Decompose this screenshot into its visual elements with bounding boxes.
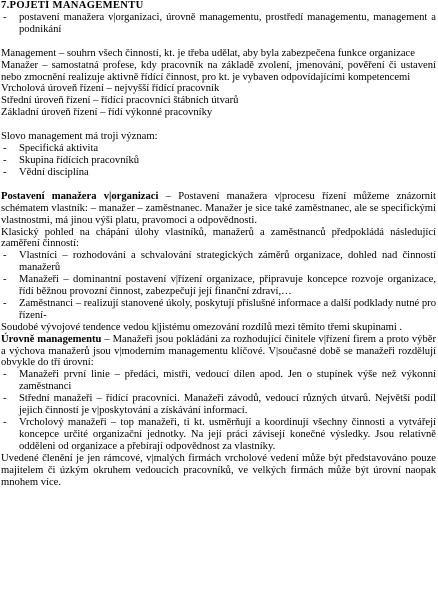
page-title: 7.POJETÍ MANAGEMENTU	[1, 0, 144, 11]
level-item-first-line: - Manažeři první linie – předáci, mistři, vedoucí dílen apod. Jen o stupínek výše než výkonní zaměstnanci	[1, 369, 436, 393]
spacer	[1, 119, 436, 131]
closing-paragraph: Uvedené členění je jen rámcové, v|malých firmách vrcholové vedení může být představováno pouze majitelem či úzkým okruhem vedoucích pracovníků, ve velkých firmách může být úrovní naopak mnohem více.	[1, 452, 436, 488]
level-middle: Střední úroveň řízení – řídící pracovníci štábních útvarů	[1, 95, 239, 107]
classic-intro: Klasický pohled na chápání úlohy vlastníků, manažerů a zaměstnanců předpokládá následující zaměření činností:	[1, 226, 436, 250]
levels-text: – Manažeři jsou pokládáni za rozhodující činitele v|řízení firem a proto výběr a výchova manažerů jsou v|moderním managementu klíčové. V|současné době se manažeři rozdělují obvykle do tří úrovní:	[1, 333, 436, 369]
meanings-list	[1, 143, 436, 179]
meanings-intro: Slovo management má troji význam:	[1, 131, 158, 143]
levels-paragraph	[1, 334, 436, 370]
trend-paragraph: Soudobé vývojové tendence vedou k|jistému omezování rozdílů mezi těmito třemi skupinami .	[1, 321, 403, 333]
level-top: Vrcholová úroveň řízení – nejvyšší řídící pracovník	[1, 83, 220, 95]
level-item-middle: - Střední manažeři – řídící pracovníci. Manažeři závodů, vedoucí různých útvarů. Největší podíl jejich činností je v|poskytování a získávání informací.	[1, 393, 436, 417]
spacer	[1, 36, 436, 48]
meaning-item: - Vědní disciplína	[1, 167, 436, 179]
definition-manager: Manažer – samostatná profese, kdy pracovník na základě zvolení, jmenování, pověření či ustavení nebo zmocnění realizuje aktivně řídící činnost, pro kt. je vybaven odpovídajícími kompetencemi	[1, 59, 436, 83]
levels-term: Úrovně managementu	[1, 333, 102, 345]
definition-management: Management – souhrn všech činností, kt. je třeba udělat, aby byla zabezpečena funkce organizace	[1, 47, 415, 59]
position-text: – Postavení manažera v|procesu řízení můžeme znázornit schématem vlastník: – manažer – zaměstnanec. Manažer je sice také zaměstnanec, ale se specifickými vlastnostmi, má jinou výši platu, pravomoci a odpovědnosti.	[1, 190, 436, 226]
level-base: Základní úroveň řízení – řídí výkonné pracovníky	[1, 107, 213, 119]
meaning-item: - Specifická aktivita	[1, 143, 436, 155]
intro-list	[1, 12, 436, 36]
level-item-top: - Vrcholový manažeři – top manažeři, ti kt. usměrňují a koordinují všechny činnosti a vytvářejí koncepce určité organizační jednotky. Na její práci závisejí konečné výsledky. Jsou relativně odděleni od organizace a přebírají odpovědnost za vlastníky.	[1, 417, 436, 453]
level-list	[1, 369, 436, 452]
position-paragraph	[1, 191, 436, 227]
intro-item: - postavení manažera v|organizaci, úrovně managementu, prostředí managementu, management a podnikání	[1, 12, 436, 36]
spacer	[1, 179, 436, 191]
classic-list	[1, 250, 436, 321]
classic-item-owners: - Vlastníci – rozhodování a schvalování strategických záměrů organizace, dohled nad činností manažerů	[1, 250, 436, 274]
meaning-item: - Skupina řídících pracovníků	[1, 155, 436, 167]
position-term: Postavení manažera v|organizaci	[1, 190, 159, 202]
classic-item-managers: - Manažeři – dominantní postavení v|řízení organizace, připravuje koncepce rozvoje organizace, řídí běžnou provozní činnost, zabezpečují její finanční zdraví,…	[1, 274, 436, 298]
classic-item-employees: - Zaměstnanci – realizují stanovené úkoly, poskytují příslušné informace a další podklady nutné pro řízení-	[1, 298, 436, 322]
